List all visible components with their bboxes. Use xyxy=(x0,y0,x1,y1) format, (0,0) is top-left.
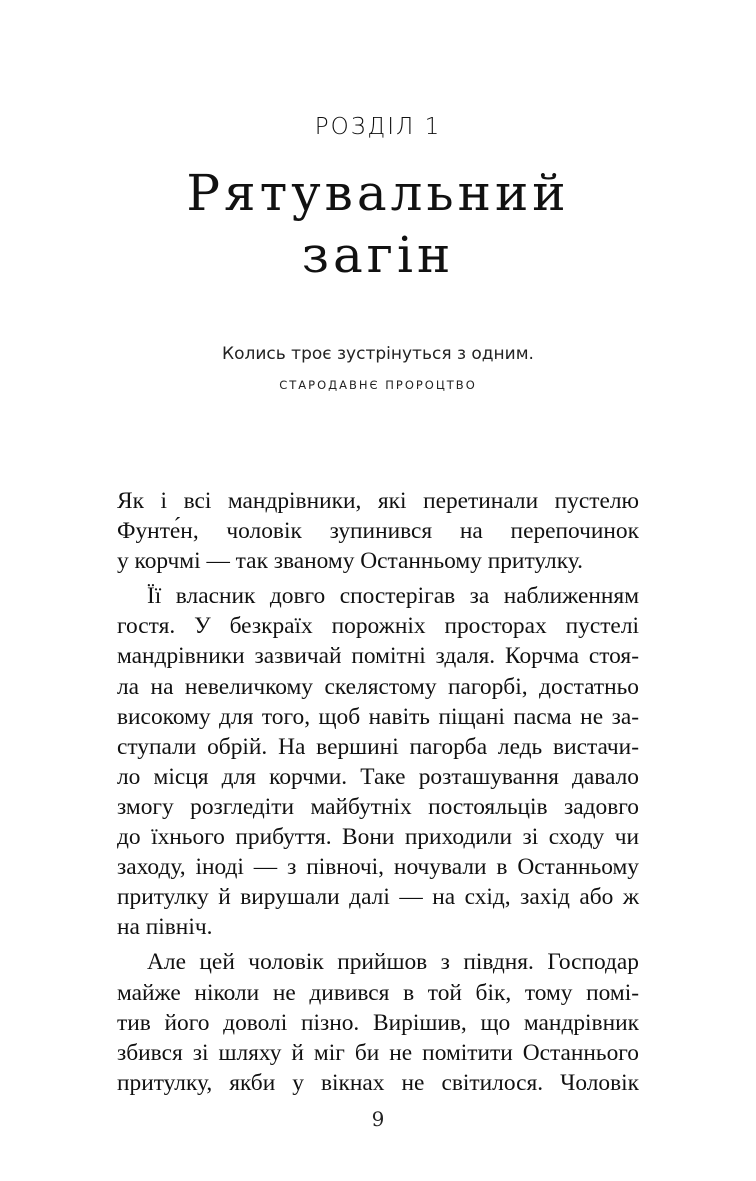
chapter-title-line-2: загін xyxy=(301,226,455,284)
text-line: змогу розгледіти майбутніх постояльців задовго xyxy=(117,793,639,820)
text-line: Як і всі мандрівники, які перетинали пустелю xyxy=(117,488,639,514)
text-line: ступали обрій. На вершині пагорба ледь вистачи- xyxy=(117,733,639,760)
chapter-title xyxy=(0,162,756,286)
text-line: Фунте́н, чоловік зупинився на перепочинок xyxy=(117,518,639,545)
text-line: у корчмі — так званому Останньому притулку. xyxy=(117,548,583,575)
text-line: мандрівники зазвичай помітні здаля. Корчма стоя- xyxy=(117,643,639,670)
text-line: притулку й вирушали далі — на схід, захід або ж xyxy=(117,884,639,911)
text-line: збився зі шляху й міг би не помітити Останнього xyxy=(117,1039,639,1066)
body-text xyxy=(117,486,639,1103)
chapter-label: РОЗДІЛ 1 xyxy=(314,114,442,140)
epigraph-text: Колись троє зустрінуться з одним. xyxy=(222,344,534,364)
chapter-title-line-1: Рятувальний xyxy=(186,164,570,222)
text-line: Але цей чоловік прийшов з півдня. Господар xyxy=(147,949,639,976)
epigraph-source: СТАРОДАВНЄ ПРОРОЦТВО xyxy=(279,378,477,392)
text-line: тив його доволі пізно. Вирішив, що мандрівник xyxy=(117,1009,639,1036)
text-line: ла на невеличкому скелястому пагорбі, достатньо xyxy=(117,673,639,700)
text-line: ло місця для корчми. Таке розташування давало xyxy=(117,763,639,790)
page-number: 9 xyxy=(371,1107,385,1131)
paragraph-2 xyxy=(117,581,639,942)
text-line: гостя. У безкраїх порожніх просторах пустелі xyxy=(117,613,639,640)
text-line: на північ. xyxy=(117,914,213,941)
text-line: до їхнього прибуття. Вони приходили зі сходу чи xyxy=(117,824,639,851)
text-line: високому для того, щоб навіть піщані пасма не за- xyxy=(117,703,639,730)
text-line: Її власник довго спостерігав за наближенням xyxy=(147,583,639,610)
paragraph-3 xyxy=(117,947,639,1097)
text-line: майже ніколи не дивився в той бік, тому помі- xyxy=(117,979,639,1006)
text-line: притулку, якби у вікнах не світилося. Чоловік xyxy=(117,1069,639,1096)
text-line: заходу, іноді — з півночі, ночували в Останньому xyxy=(117,854,639,881)
paragraph-1 xyxy=(117,486,639,576)
